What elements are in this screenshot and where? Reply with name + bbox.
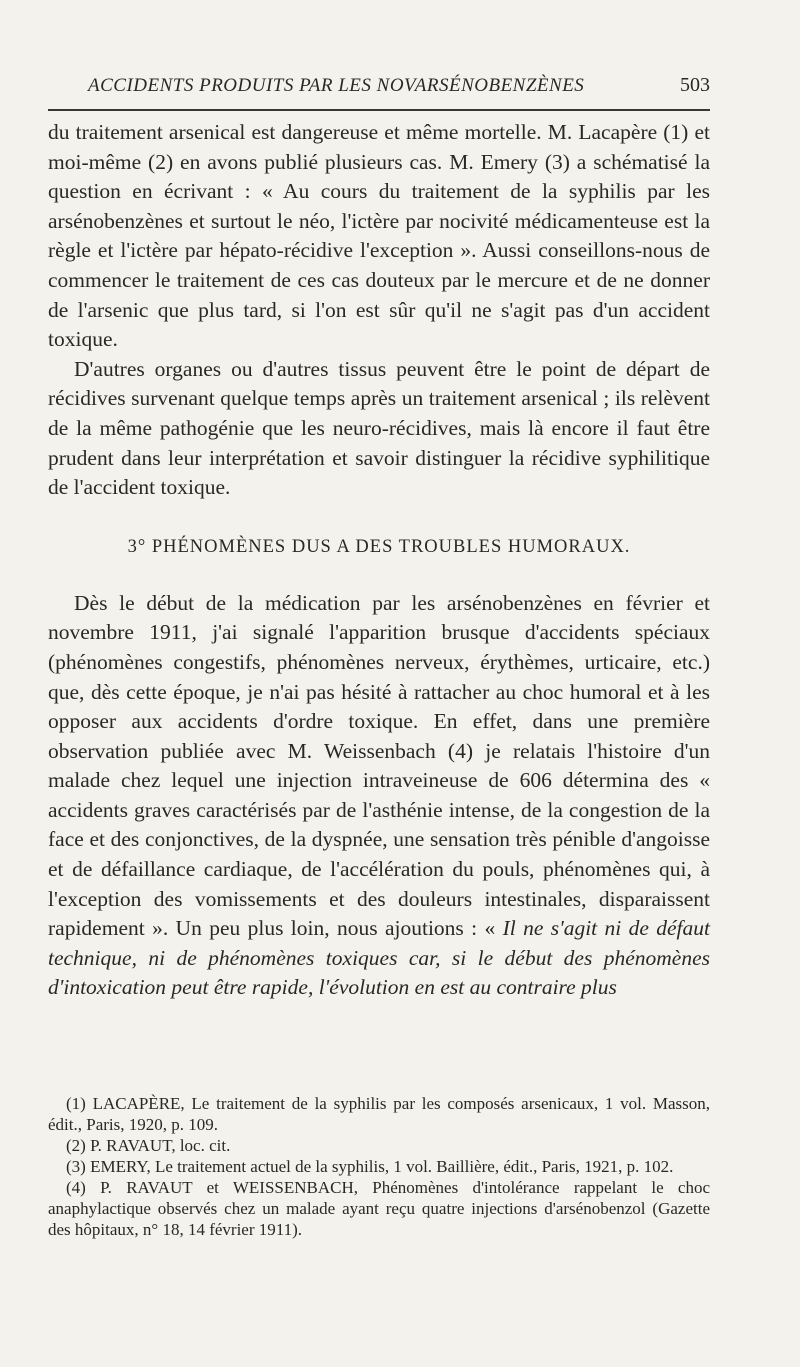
paragraph-3-text: Dès le début de la médication par les arsénobenzènes en février et novembre 1911, j'ai signalé l'apparition brusque d'accidents spéciaux (phénomènes congestifs, phénomènes nerveux, érythèmes, urticaire, etc.) que, dès cette époque, je n'ai pas hésité à rattacher au choc humoral et à les opposer aux accidents d'ordre toxique. En effet, dans une première observation publiée avec M. Weissenbach (4) je relatais l'histoire d'un malade chez lequel une injection intraveineuse de 606 détermina des « accidents graves caractérisés par de l'asthénie intense, de la congestion de la face et des conjonctives, de la dyspnée, une sensation très pénible d'angoisse et de défaillance cardiaque, de l'accélération du pouls, phénomènes qui, à l'exception des vomissements et des douleurs intestinales, disparaissent rapidement ». Un peu plus loin, nous ajoutions : « bbox=[48, 590, 710, 941]
running-title: ACCIDENTS PRODUITS PAR LES NOVARSÉNOBENZÈNES bbox=[88, 75, 585, 96]
paragraph-2: D'autres organes ou d'autres tissus peuvent être le point de départ de récidives survenant quelque temps après un traitement arsenical ; ils relèvent de la même pathogénie que les neuro-récidives, mais là encore il faut être prudent dans leur interprétation et savoir distinguer la récidive syphilitique de l'accident toxique. bbox=[48, 356, 710, 500]
paragraph-3 bbox=[48, 589, 710, 1003]
footnote-2: (2) P. RAVAUT, loc. cit. bbox=[66, 1136, 231, 1155]
main-text bbox=[48, 118, 710, 1003]
paragraph-1: du traitement arsenical est dangereuse et même mortelle. M. Lacapère (1) et moi-même (2) en avons publié plusieurs cas. M. Emery (3) a schématisé la question en écrivant : « Au cours du traitement de la syphilis par les arsénobenzènes et surtout le néo, l'ictère par nocivité médicamenteuse est la règle et l'ictère par hépato-récidive l'exception ». Aussi conseillons-nous de commencer le traitement de ces cas douteux par le mercure et de ne donner de l'arsenic que plus tard, si l'on est sûr qu'il ne s'agit pas d'un accident toxique. bbox=[48, 120, 710, 352]
section-title: 3° PHÉNOMÈNES DUS A DES TROUBLES HUMORAUX. bbox=[127, 536, 631, 557]
footnote-4: (4) P. RAVAUT et WEISSENBACH, Phénomènes d'intolérance rappelant le choc anaphylactique observés chez un malade ayant reçu quatre injections d'arsénobenzol (Gazette des hôpitaux, n° 18, 14 février 1911). bbox=[48, 1178, 710, 1239]
header-rule bbox=[48, 109, 710, 111]
footnote-1: (1) LACAPÈRE, Le traitement de la syphilis par les composés arsenicaux, 1 vol. Masson, édit., Paris, 1920, p. 109. bbox=[48, 1094, 710, 1134]
running-header bbox=[88, 74, 710, 97]
footnote-3: (3) EMERY, Le traitement actuel de la syphilis, 1 vol. Baillière, édit., Paris, 1921, p. 102. bbox=[66, 1157, 674, 1176]
paragraph-3-italic-quote: Il ne s'agit ni de défaut technique, ni de phénomènes toxiques car, si le début des phénomènes d'intoxication peut être rapide, l'évolution en est au contraire plus bbox=[48, 916, 710, 1000]
footnotes bbox=[48, 1093, 710, 1240]
page-number: 503 bbox=[680, 74, 710, 96]
